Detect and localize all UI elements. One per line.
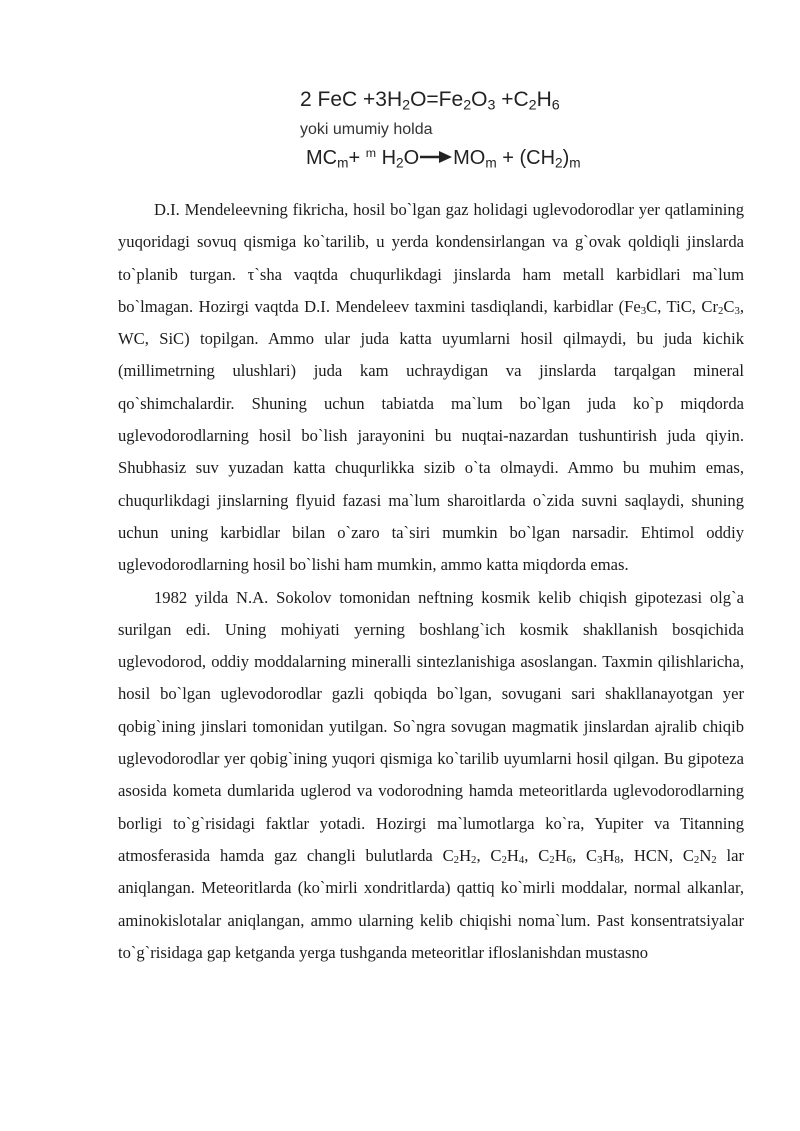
paragraph-sokolov: 1982 yilda N.A. Sokolov tomonidan neftning kosmik kelib chiqish gipotezasi olg`a surilgan edi. Uning mohiyati yerning boshlang`ich kosmik shakllanish bosqichida uglevodorod, oddiy moddalarning mineralli sintezlanishiga asoslangan. Taxmin qilishlaricha, hosil bo`lgan uglevodorodlar gazli qobiqda bo`lgan, sovugani sari shakllanayotgan yer qobig`ining jinslari tomonidan yutilgan. So`ngra sovugan magmatik jinslardan ajralib chiqib uglevodorodlar yer qobig`ining yuqori qismiga ko`tarilib uyumlarni hosil qilgan. Bu gipoteza asosida kometa dumlarida uglerod va vodorodning hamda meteoritlarda uglevodorodlarning borligi to`g`risidagi faktlar yotadi. Hozirgi ma`lumotlarga ko`ra, Yupiter va Titanning atmosferasida hamda gaz changli bulutlarda $C_2H_2$, $C_2H_4$, $C_2H_6$, $C_3H_8$, HCN, $C_2N_2$ lar aniqlangan. Meteoritlarda (ko`mirli xondritlarda) qattiq ko`mirli moddalar, normal alkanlar, aminokislotalar aniqlangan, ammo ularning kelib chiqishi noma`lum. Past konsentratsiyalar to`g`risidaga gap ketganda yerga tushganda meteoritlar ifloslanishdan mustasno [118,587,745,962]
reaction-equation-1: 2 FeC $+3H_2O=Fe_2O_3 +C_2H_6$ [300,88,560,114]
paragraph-mendeleev: D.I. Mendeleevning fikricha, hosil bo`lgan gaz holidagi uglevodorodlar yer qatlamining yuqoridagi sovuq qismiga ko`tarilib, u yerda kondensirlangan va g`ovak qoldiqli jinslarda to`planib turgan. τ`sha vaqtda chuqurlikdagi jinslarda ham metall karbidlari ma`lum bo`lmagan. Hozirgi vaqtda D.I. Mendeleev taxmini tasdiqlandi, karbidlar ($Fe_3C$, TiC, $Cr_2C_3$, WC, SiC) topilgan. Ammo ular juda katta uyumlarni hosil qilmaydi, bu juda kichik (millimetrning ulushlari) juda kam uchraydigan va jinslarda tarqalgan mineral qo`shimchalardir. Shuning uchun tabiatda ma`lum bo`lgan juda ko`p miqdorda uglevodorodlarning hosil bo`lish jarayonini bu nuqtai-nazardan tushuntirish juda qiyin. Shubhasiz suv yuzadan katta chuqurlikka sizib o`ta olmaydi. Ammo bu muhim emas, chuqurlikdagi jinslarning flyuid fazasi ma`lum sharoitlarda o`zida suvni saqlaydi, shuning uchun uning karbidlar bilan o`zaro ta`siri mumkin bo`lgan narsadir. Ehtimol oddiy uglevodorodlarning hosil bo`lishi ham mumkin, ammo katta miqdorda emas. [118,200,744,575]
body-text [118,194,744,969]
arrow-icon [419,147,453,170]
equation-note: yoki umumiy holda [300,121,433,138]
reaction-equation-general: $MC_m+ ^m$ $H_2O$ $MO_m + (CH_2)_m$ [306,146,581,171]
